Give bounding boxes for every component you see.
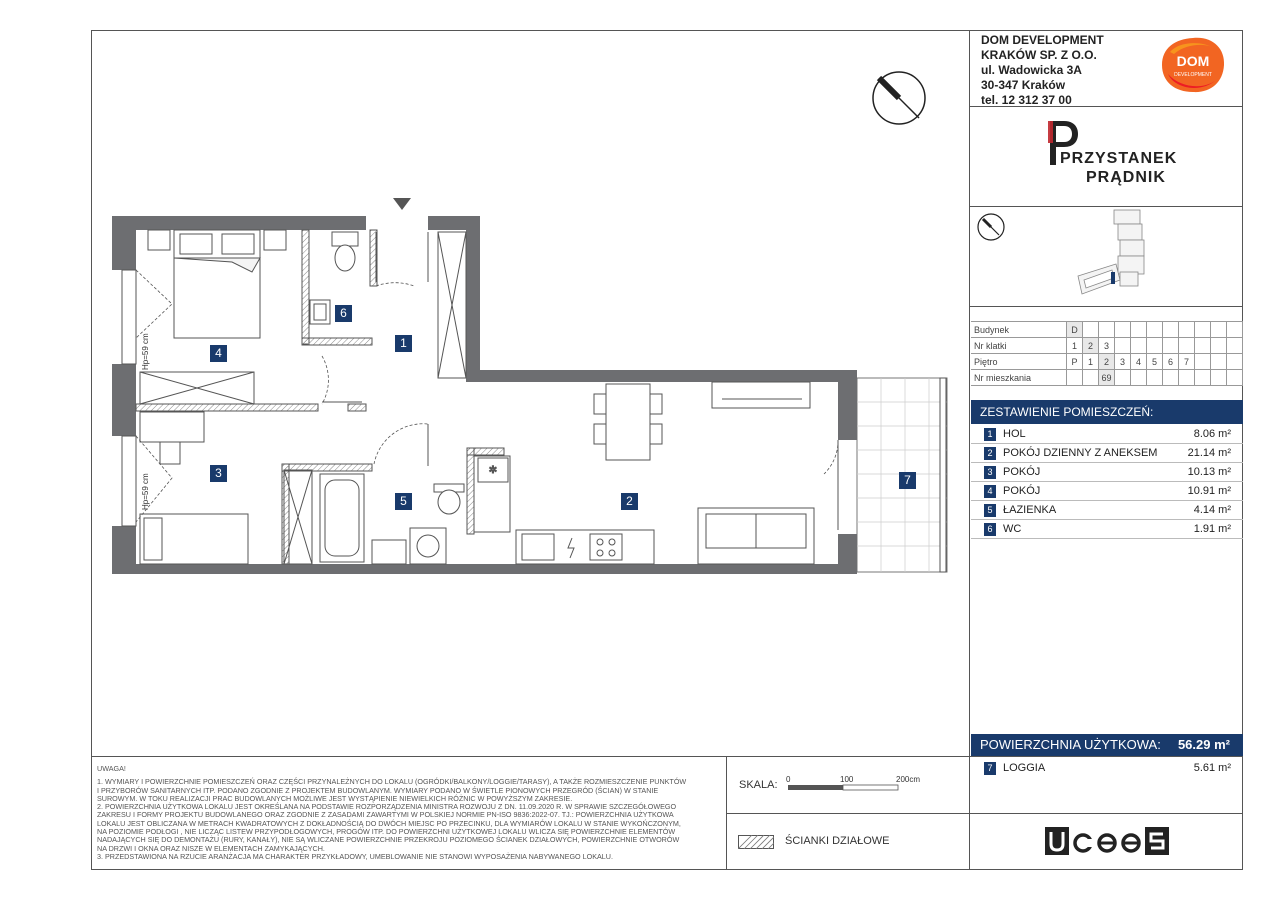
entrance-arrow-icon	[392, 197, 412, 211]
project-name-2: PRĄDNIK	[1086, 169, 1166, 186]
plan-room-label: 3	[210, 465, 227, 482]
info-cell: 6	[1163, 354, 1179, 370]
company-name-1: DOM DEVELOPMENT	[981, 33, 1104, 47]
loggia-row	[971, 759, 1243, 778]
info-label: Budynek	[971, 322, 1067, 338]
company-name-2: KRAKÓW SP. Z O.O.	[981, 48, 1097, 62]
room-name: HOL	[1003, 428, 1026, 440]
info-cell: 5	[1147, 354, 1163, 370]
info-cell: P	[1067, 354, 1083, 370]
room-area: 1.91 m²	[1193, 523, 1231, 535]
logo-subtext: DEVELOPMENT	[1174, 72, 1212, 78]
info-cell: 1	[1083, 354, 1099, 370]
scale-tick-label: 100	[840, 775, 854, 784]
note-line: NADAJĄCYCH SIĘ DO DEMONTAŻU (RURY, KANAŁY), NIE SĄ WLICZANE POWIERZCHNIE PRZEKROJU POZIOMEGO ŚCIANEK DZIAŁOWYCH, POWIERZCHNIE OTWORÓW	[97, 835, 680, 845]
sink-icon	[372, 540, 406, 564]
panel-divider	[969, 30, 970, 870]
room-area: 4.14 m²	[1193, 504, 1231, 516]
info-cell: 7	[1179, 354, 1195, 370]
note-line: 2. POWIERZCHNIA UŻYTKOWA LOKALU JEST OKREŚLANA NA PODSTAWIE ROZPORZĄDZENIA MINISTRA ROZWOJU Z DN. 11.09.2020 R. W SPRAWIE SZCZEGÓŁOWEGO	[97, 802, 677, 812]
note-line: I PRZYBORÓW SANITARNYCH ITP. PODANO ZGODNIE Z PROJEKTEM BUDOWLANYM. WYMIARY PODANO W ŚWIETLE PIONOWYCH PRZEGRÓD (ŚCIAN) W STANIE	[97, 785, 659, 795]
bed-icon	[148, 230, 286, 338]
dining-table-icon	[594, 384, 662, 460]
info-cell: 4	[1131, 354, 1147, 370]
note-line: ZAKRESU I FORMY PROJEKTU BUDOWLANEGO ORAZ ZGODNIE Z ZASADAMI ZAWARTYMI W POLSKIEJ NORMIE PN-ISO 9836:2022-07. TJ.: POWIERZCHNIA UŻYTKOWA	[97, 810, 674, 820]
room-area: 21.14 m²	[1187, 447, 1231, 459]
brand-logo	[1045, 826, 1173, 856]
partition-hatch-swatch	[738, 835, 774, 849]
room-area: 10.13 m²	[1187, 466, 1231, 478]
info-row-mieszkanie	[971, 370, 1243, 386]
plan-room-label: 5	[395, 493, 412, 510]
loggia-number: 7	[984, 762, 996, 775]
company-info	[981, 33, 1104, 108]
scale-label: SKALA:	[739, 779, 778, 791]
floor-plan	[112, 212, 952, 578]
bed-icon	[140, 514, 248, 564]
dom-development-logo	[1160, 36, 1226, 94]
room-row	[971, 425, 1243, 444]
room-name: WC	[1003, 523, 1022, 535]
company-address: ul. Wadowicka 3A	[981, 63, 1082, 77]
kitchen-counter	[516, 530, 654, 564]
note-line: SUROWYM. W TOKU REALIZACJI PRAC BUDOWLANYCH MOŻLIWE JEST WYSTĄPIENIE NIEWIELKICH RÓŻNIC W POWYŻSZYM ZAKRESIE.	[97, 793, 573, 803]
info-row-klatka	[971, 338, 1243, 354]
notes-block	[97, 765, 713, 861]
room-name: ŁAZIENKA	[1003, 504, 1057, 516]
room-number: 3	[984, 466, 996, 479]
scale-tick-label: 0	[786, 775, 791, 784]
room-number: 4	[984, 485, 996, 498]
loggia-area: 5.61 m²	[1193, 762, 1231, 774]
scale-tick-label: 200cm	[896, 775, 921, 784]
project-logo	[1048, 121, 1188, 191]
plan-room-label: 7	[899, 472, 916, 489]
info-cell: 1	[1067, 338, 1083, 354]
room-row	[971, 520, 1243, 539]
logo-text: DOM	[1176, 53, 1210, 69]
plan-room-label: 2	[621, 493, 638, 510]
window-sill-note: Hp=59 cm	[141, 473, 150, 510]
company-phone: tel. 12 312 37 00	[981, 93, 1072, 107]
room-number: 5	[984, 504, 996, 517]
room-number: 1	[984, 428, 996, 441]
room-row	[971, 463, 1243, 482]
info-cell-selected: 2	[1083, 338, 1099, 354]
info-cell-selected: 2	[1099, 354, 1115, 370]
info-cell: 3	[1099, 338, 1115, 354]
window-sill-note: Hp=59 cm	[141, 333, 150, 370]
scale-bar	[784, 773, 934, 795]
scale-divider	[726, 813, 1243, 814]
plan-room-label: 6	[335, 305, 352, 322]
room-row	[971, 444, 1243, 463]
room-number: 6	[984, 523, 996, 536]
notes-title: UWAGA!	[97, 764, 126, 773]
sofa-icon	[698, 508, 814, 564]
note-line: 1. WYMIARY I POWIERZCHNIE POMIESZCZEŃ ORAZ CZĘŚCI PRZYNALEŻNYCH DO LOKALU (OGRÓDKI/BALKONY/LOGGIE/TARASY), A TAKŻE ROZMIESZCZENIE PUNKTÓW	[97, 777, 687, 787]
loggia-name: LOGGIA	[1003, 762, 1046, 774]
info-row-pietro	[971, 354, 1243, 370]
info-row-budynek	[971, 322, 1243, 338]
room-row	[971, 482, 1243, 501]
note-line: NA POZIOMIE PODŁOGI , NIE LICZĄC LISTEW PRZYPODŁOGOWYCH, PROGÓW ITP. DO POWIERZCHNI UŻYTKOWEJ LOKALU WLICZA SIĘ POWIERZCHNIE ELEMENTÓW	[97, 827, 676, 837]
room-area: 8.06 m²	[1193, 428, 1231, 440]
room-number: 2	[984, 447, 996, 460]
info-label: Nr mieszkania	[971, 370, 1067, 386]
info-label: Nr klatki	[971, 338, 1067, 354]
note-line: LOKALU JEST OBLICZANA W METRACH KWADRATOWYCH Z DOKŁADNOŚCIĄ DO DWÓCH MIEJSC PO PRZECINKU, DLA WYMIARÓW LOKALU W STANIE WYKOŃCZONYM,	[97, 818, 681, 828]
room-row	[971, 501, 1243, 520]
company-city: 30-347 Kraków	[981, 78, 1066, 92]
rooms-header: ZESTAWIENIE POMIESZCZEŃ:	[971, 400, 1243, 424]
room-name: POKÓJ	[1003, 466, 1041, 478]
project-divider	[969, 206, 1243, 207]
info-cell-selected: 69	[1099, 370, 1115, 386]
partition-legend-label: ŚCIANKI DZIAŁOWE	[785, 835, 890, 847]
info-cell: 3	[1115, 354, 1131, 370]
plan-room-label: 1	[395, 335, 412, 352]
sideboard-icon	[712, 382, 810, 408]
total-area-value: 56.29 m²	[1177, 737, 1230, 752]
info-cell-selected: D	[1067, 322, 1083, 338]
north-compass-icon	[870, 70, 928, 128]
note-line: 3. PRZEDSTAWIONA NA RZUCIE ARANŻACJA MA CHARAKTER PRZYKŁADOWY, UMEBLOWANIE NIE STANOWI WYPOSAŻENIA NABYWANEGO LOKALU.	[97, 851, 613, 861]
project-name-1: PRZYSTANEK	[1060, 150, 1178, 167]
apartment-info-table	[971, 321, 1243, 386]
total-area-bar	[971, 734, 1243, 756]
room-name: POKÓJ DZIENNY Z ANEKSEM	[1003, 447, 1158, 459]
room-area: 10.91 m²	[1187, 485, 1231, 497]
wardrobe-icon	[438, 232, 466, 378]
note-line: NA DRZWI I OKNA ORAZ NISZE W ELEMENTACH ZAMYKAJĄCYCH.	[97, 843, 325, 853]
key-plan	[974, 208, 1242, 304]
keyplan-compass-icon	[978, 214, 1004, 240]
keyplan-divider	[969, 306, 1243, 307]
plan-room-label: 4	[210, 345, 227, 362]
total-area-label: POWIERZCHNIA UŻYTKOWA:	[980, 737, 1161, 752]
info-label: Piętro	[971, 354, 1067, 370]
footer-top-line	[91, 756, 1243, 757]
room-name: POKÓJ	[1003, 485, 1041, 497]
svg-text:✲: ✲	[488, 465, 498, 476]
